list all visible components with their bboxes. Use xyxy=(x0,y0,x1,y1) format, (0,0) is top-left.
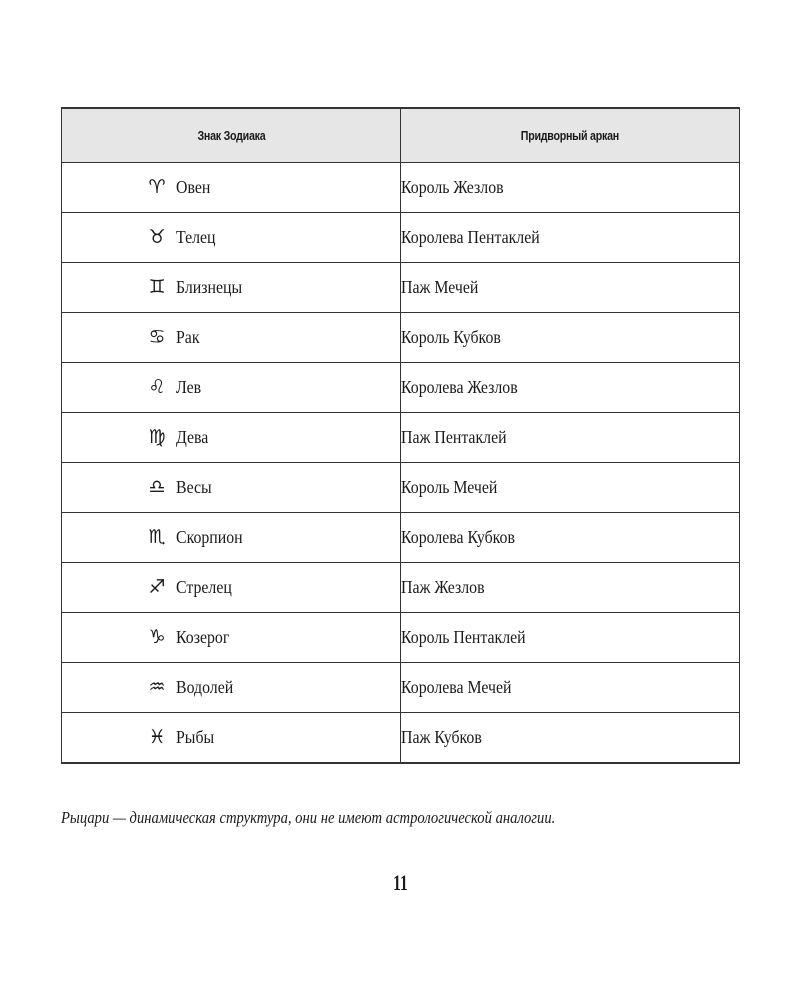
zodiac-sign-cell xyxy=(62,663,401,713)
court-arcana-name: Королева Жезлов xyxy=(401,377,518,397)
court-arcana-cell xyxy=(401,463,740,513)
zodiac-sign-name: Близнецы xyxy=(176,277,243,297)
footnote: Рыцари — динамическая структура, они не имеют астрологической аналогии. xyxy=(61,808,556,827)
zodiac-sign-name: Водолей xyxy=(176,677,234,697)
table-row xyxy=(62,563,740,613)
zodiac-sign-cell xyxy=(62,413,401,463)
table-row xyxy=(62,313,740,363)
zodiac-sign-name: Лев xyxy=(176,377,202,397)
zodiac-sign-name: Овен xyxy=(176,177,211,197)
virgo-icon: ♍︎ xyxy=(148,426,166,448)
gemini-icon: ♊︎ xyxy=(148,276,166,298)
libra-icon: ♎︎ xyxy=(148,476,166,498)
court-arcana-name: Паж Кубков xyxy=(401,727,482,747)
court-arcana-cell xyxy=(401,263,740,313)
table-row xyxy=(62,163,740,213)
zodiac-sign-cell xyxy=(62,163,401,213)
aquarius-icon: ♒︎ xyxy=(148,676,166,698)
pisces-icon: ♓︎ xyxy=(148,726,166,748)
court-arcana-cell xyxy=(401,313,740,363)
zodiac-arcana-table xyxy=(61,107,740,764)
table-header-row xyxy=(62,108,740,163)
zodiac-sign-name: Стрелец xyxy=(176,577,232,597)
table-row xyxy=(62,413,740,463)
zodiac-sign-name: Скорпион xyxy=(176,527,243,547)
court-arcana-name: Король Мечей xyxy=(401,477,498,497)
capricorn-icon: ♑︎ xyxy=(148,626,166,648)
court-arcana-name: Паж Жезлов xyxy=(401,577,485,597)
zodiac-sign-cell xyxy=(62,713,401,764)
cancer-icon: ♋︎ xyxy=(148,326,166,348)
zodiac-sign-cell xyxy=(62,463,401,513)
zodiac-sign-cell xyxy=(62,563,401,613)
court-arcana-name: Королева Кубков xyxy=(401,527,515,547)
zodiac-sign-name: Рак xyxy=(176,327,200,347)
zodiac-sign-cell xyxy=(62,213,401,263)
table-row xyxy=(62,263,740,313)
leo-icon: ♌︎ xyxy=(148,376,166,398)
scorpio-icon: ♏︎ xyxy=(148,526,166,548)
court-arcana-name: Король Пентаклей xyxy=(401,627,526,647)
court-arcana-name: Королева Мечей xyxy=(401,677,512,697)
table-row xyxy=(62,363,740,413)
court-arcana-name: Королева Пентаклей xyxy=(401,227,540,247)
column-header-arcana: Придворный аркан xyxy=(401,108,740,163)
zodiac-sign-name: Телец xyxy=(176,227,216,247)
zodiac-sign-name: Дева xyxy=(176,427,209,447)
court-arcana-cell xyxy=(401,663,740,713)
page-number: 11 xyxy=(392,870,408,895)
sagittarius-icon: ♐︎ xyxy=(148,576,166,598)
table-row xyxy=(62,663,740,713)
table-row xyxy=(62,463,740,513)
taurus-icon: ♉︎ xyxy=(148,226,166,248)
zodiac-sign-cell xyxy=(62,363,401,413)
zodiac-sign-cell xyxy=(62,613,401,663)
court-arcana-name: Паж Мечей xyxy=(401,277,479,297)
court-arcana-cell xyxy=(401,613,740,663)
aries-icon: ♈︎ xyxy=(148,176,166,198)
table-row xyxy=(62,713,740,764)
table-row xyxy=(62,613,740,663)
court-arcana-cell xyxy=(401,213,740,263)
zodiac-sign-name: Весы xyxy=(176,477,212,497)
court-arcana-name: Король Кубков xyxy=(401,327,501,347)
table-row xyxy=(62,513,740,563)
court-arcana-cell xyxy=(401,563,740,613)
court-arcana-cell xyxy=(401,513,740,563)
zodiac-sign-cell xyxy=(62,513,401,563)
zodiac-sign-name: Рыбы xyxy=(176,727,215,747)
court-arcana-name: Король Жезлов xyxy=(401,177,504,197)
court-arcana-cell xyxy=(401,163,740,213)
zodiac-sign-cell xyxy=(62,313,401,363)
zodiac-sign-name: Козерог xyxy=(176,627,230,647)
court-arcana-cell xyxy=(401,363,740,413)
zodiac-sign-cell xyxy=(62,263,401,313)
column-header-sign: Знак Зодиака xyxy=(62,108,401,163)
court-arcana-name: Паж Пентаклей xyxy=(401,427,507,447)
court-arcana-cell xyxy=(401,413,740,463)
table-row xyxy=(62,213,740,263)
court-arcana-cell xyxy=(401,713,740,764)
